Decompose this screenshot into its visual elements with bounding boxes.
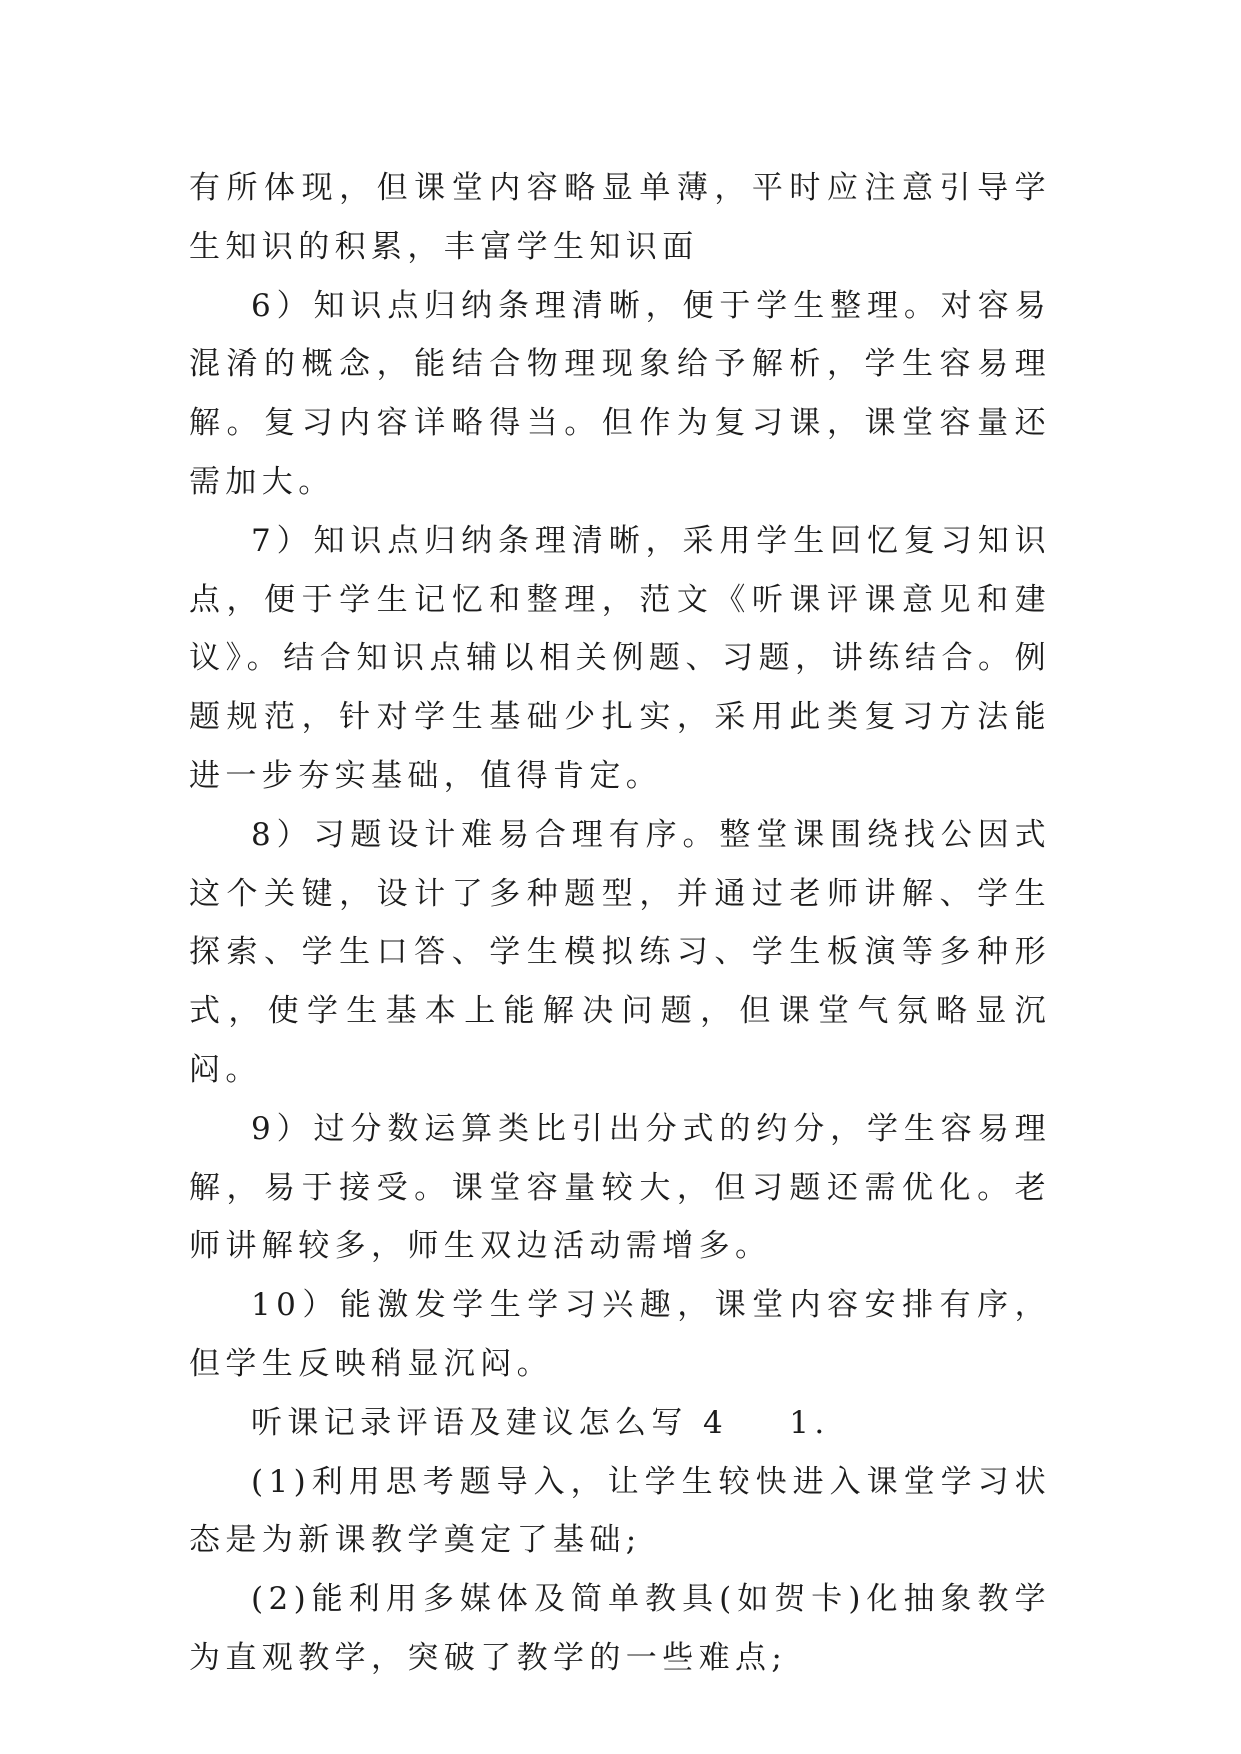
document-body (189, 159, 1051, 1688)
paragraph-item-9: 9）过分数运算类比引出分式的约分，学生容易理解，易于接受。课堂容量较大，但习题还需优化。老师讲解较多，师生双边活动需增多。 (189, 1110, 1051, 1265)
paragraph-continuation: 有所体现，但课堂内容略显单薄，平时应注意引导学生知识的积累，丰富学生知识面 (189, 170, 1051, 265)
paragraph-point-2: (2)能利用多媒体及简单教具(如贺卡)化抽象教学为直观教学，突破了教学的一些难点; (189, 1581, 1051, 1676)
section-heading: 听课记录评语及建议怎么写 4 1. (251, 1404, 830, 1441)
paragraph-item-10: 10）能激发学生学习兴趣，课堂内容安排有序，但学生反映稍显沉闷。 (189, 1287, 1051, 1382)
paragraph-point-1: (1)利用思考题导入，让学生较快进入课堂学习状态是为新课教学奠定了基础; (189, 1463, 1051, 1559)
paragraph-item-8: 8）习题设计难易合理有序。整堂课围绕找公因式这个关键，设计了多种题型，并通过老师讲解、学生探索、学生口答、学生模拟练习、学生板演等多种形式，使学生基本上能解决问题，但课堂气氛略显沉闷。 (189, 816, 1051, 1088)
paragraph-item-7: 7）知识点归纳条理清晰，采用学生回忆复习知识点，便于学生记忆和整理，范文《听课评课意见和建议》。结合知识点辅以相关例题、习题，讲练结合。例题规范，针对学生基础少扎实，采用此类复习方法能进一步夯实基础，值得肯定。 (189, 522, 1051, 794)
paragraph-item-6: 6）知识点归纳条理清晰，便于学生整理。对容易混淆的概念，能结合物理现象给予解析，学生容易理解。复习内容详略得当。但作为复习课，课堂容量还需加大。 (189, 287, 1051, 500)
